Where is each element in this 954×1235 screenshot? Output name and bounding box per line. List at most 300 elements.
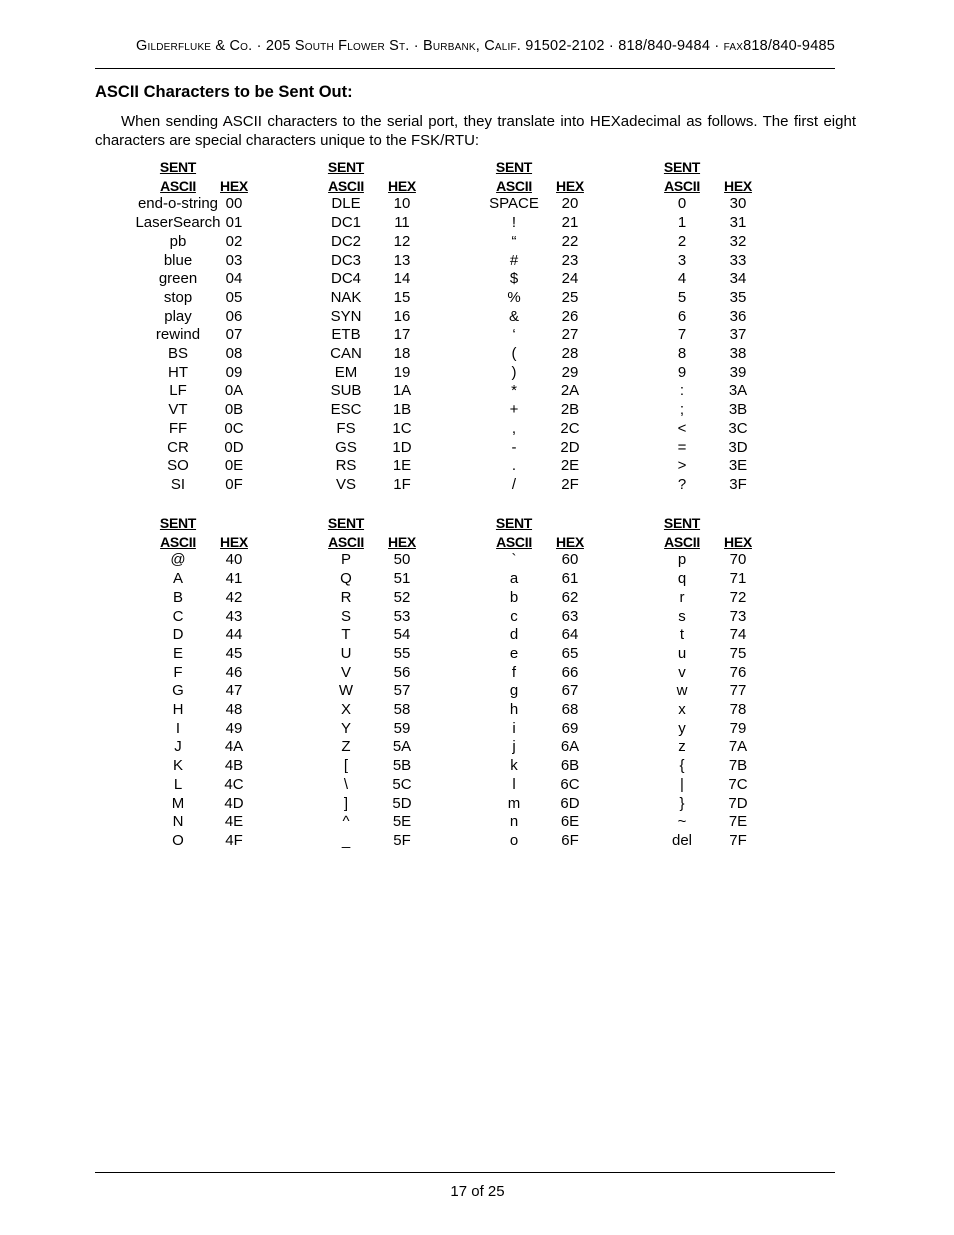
hex-value: 17 — [393, 326, 411, 344]
hex-value: 34 — [729, 270, 747, 288]
ascii-value: j — [512, 738, 516, 756]
hex-value: 54 — [393, 626, 411, 644]
ascii-value: RS — [335, 457, 357, 475]
hex-value: 46 — [225, 663, 243, 681]
ascii-value: : — [679, 382, 685, 400]
hex-value: 22 — [561, 232, 579, 250]
ascii-value: M — [171, 794, 185, 812]
hex-value: 7D — [728, 794, 748, 812]
hex-value: 44 — [225, 626, 243, 644]
hex-value: 16 — [393, 307, 411, 325]
hex-value: 6F — [561, 831, 579, 849]
ascii-value: 0 — [677, 195, 687, 213]
hex-value: 33 — [729, 251, 747, 269]
hex-value: 59 — [393, 719, 411, 737]
ascii-value: LF — [169, 382, 187, 400]
ascii-value: play — [164, 307, 192, 325]
ascii-value: e — [509, 644, 519, 662]
ascii-value: HT — [168, 363, 188, 381]
hex-value: 5A — [392, 738, 412, 756]
hex-value: 0F — [225, 475, 243, 493]
ascii-value: N — [172, 813, 184, 831]
hex-value: 26 — [561, 307, 579, 325]
header-hex: HEX — [556, 177, 584, 194]
table-row — [0, 195, 954, 214]
ascii-value: c — [510, 607, 518, 625]
header-rule — [95, 68, 835, 69]
ascii-value: del — [671, 831, 693, 849]
ascii-value: | — [680, 775, 684, 793]
hex-value: 60 — [561, 551, 579, 569]
table-row — [0, 813, 954, 832]
ascii-value: ` — [511, 551, 517, 569]
ascii-value: CAN — [330, 345, 362, 362]
hex-value: 23 — [561, 251, 579, 269]
hex-value: 24 — [561, 270, 579, 288]
header-hex: HEX — [556, 533, 584, 550]
hex-value: 73 — [729, 607, 747, 625]
hex-value: 5F — [393, 831, 411, 849]
hex-value: 02 — [225, 232, 243, 250]
header-separator: · — [256, 38, 262, 54]
header-sent: SENT — [663, 515, 701, 531]
hex-value: 0E — [224, 457, 244, 475]
ascii-value: ESC — [330, 401, 362, 419]
ascii-value: O — [172, 831, 184, 849]
table-header-row — [0, 158, 954, 177]
ascii-value: SUB — [330, 382, 362, 400]
hex-value: 21 — [561, 214, 579, 232]
ascii-value: = — [677, 438, 687, 456]
ascii-value: Y — [340, 719, 351, 737]
ascii-value: b — [509, 588, 519, 606]
hex-value: 3F — [729, 475, 747, 493]
page-header — [95, 38, 835, 54]
ascii-value: n — [509, 813, 519, 831]
header-hex: HEX — [388, 533, 416, 550]
ascii-value: SYN — [330, 307, 362, 325]
section-title: ASCII Characters to be Sent Out: — [95, 83, 353, 101]
hex-value: 2E — [560, 457, 580, 475]
hex-value: 43 — [225, 607, 243, 625]
table-row — [0, 476, 954, 495]
table-row — [0, 364, 954, 383]
hex-value: 74 — [729, 626, 747, 644]
header-sent: SENT — [327, 515, 365, 531]
ascii-value: 9 — [677, 363, 687, 381]
table-header-row — [0, 514, 954, 533]
ascii-value: [ — [343, 757, 349, 775]
ascii-value: LaserSearch — [135, 214, 221, 232]
ascii-value: GS — [335, 438, 357, 456]
hex-value: 6D — [560, 794, 580, 812]
hex-value: 50 — [393, 551, 411, 569]
hex-value: 5C — [392, 775, 412, 793]
ascii-value: “ — [511, 232, 517, 250]
ascii-value: . — [511, 457, 517, 475]
hex-value: 6A — [560, 738, 580, 756]
ascii-value: / — [511, 475, 517, 493]
ascii-value: s — [678, 607, 686, 625]
intro-paragraph: When sending ASCII characters to the serial port, they translate into HEXadecimal as follows. The first eight characters are special characters unique to the FSK/RTU: — [95, 113, 856, 149]
hex-value: 14 — [393, 270, 411, 288]
header-separator: · — [608, 38, 614, 54]
ascii-value: D — [172, 626, 184, 644]
ascii-value: ) — [511, 363, 517, 381]
hex-value: 4C — [224, 775, 244, 793]
ascii-value: # — [509, 251, 519, 269]
ascii-value: DC4 — [330, 270, 361, 288]
ascii-value: & — [508, 307, 519, 325]
hex-value: 03 — [225, 251, 243, 269]
ascii-value: Q — [340, 570, 352, 588]
table-row — [0, 551, 954, 570]
table-row — [0, 795, 954, 814]
ascii-value: p — [677, 551, 687, 569]
hex-value: 2B — [560, 401, 580, 419]
hex-value: 7C — [728, 775, 748, 793]
hex-value: 57 — [393, 682, 411, 700]
ascii-value: 1 — [677, 214, 687, 232]
ascii-value: EM — [334, 363, 358, 381]
table-row — [0, 608, 954, 627]
table-row — [0, 645, 954, 664]
header-separator: · — [413, 38, 419, 54]
hex-value: 64 — [561, 626, 579, 644]
ascii-value: K — [172, 757, 183, 775]
ascii-value: NAK — [330, 288, 362, 306]
hex-value: 29 — [561, 363, 579, 381]
table-row — [0, 776, 954, 795]
table-header-row — [0, 177, 954, 196]
table-row — [0, 439, 954, 458]
hex-value: 12 — [393, 232, 411, 250]
ascii-value: 4 — [677, 270, 687, 288]
hex-value: 78 — [729, 701, 747, 718]
ascii-value: DC3 — [330, 251, 361, 269]
header-ascii: ASCII — [160, 177, 196, 194]
table-row — [0, 326, 954, 345]
hex-value: 1E — [392, 457, 412, 475]
ascii-value: q — [677, 570, 687, 588]
hex-value: 1F — [393, 475, 411, 493]
hex-value: 19 — [393, 363, 411, 381]
hex-value: 71 — [729, 570, 747, 588]
hex-value: 47 — [225, 682, 243, 700]
hex-value: 4A — [224, 738, 244, 756]
hex-value: 10 — [393, 195, 411, 213]
ascii-value: I — [175, 719, 181, 737]
ascii-value: green — [158, 270, 198, 288]
ascii-value: rewind — [155, 326, 201, 344]
ascii-value: < — [677, 419, 687, 437]
ascii-value: ‘ — [512, 326, 516, 344]
hex-value: 3A — [728, 382, 748, 400]
hex-value: 05 — [225, 288, 243, 306]
ascii-value: 8 — [677, 345, 687, 362]
table-row — [0, 345, 954, 364]
table-row — [0, 701, 954, 720]
header-sent: SENT — [495, 515, 533, 531]
ascii-value: FF — [168, 419, 188, 437]
ascii-value: z — [678, 738, 686, 756]
ascii-value: _ — [341, 831, 351, 849]
ascii-value: - — [511, 438, 517, 456]
hex-value: 53 — [393, 607, 411, 625]
hex-value: 1A — [392, 382, 412, 400]
hex-value: 27 — [561, 326, 579, 344]
hex-value: 0C — [224, 419, 244, 437]
table-row — [0, 757, 954, 776]
ascii-value: y — [678, 719, 686, 737]
ascii-value: P — [340, 551, 351, 569]
hex-value: 39 — [729, 363, 747, 381]
header-city: Burbank, Calif. 91502-2102 — [423, 38, 605, 54]
ascii-value: 3 — [677, 251, 687, 269]
table-row — [0, 233, 954, 252]
ascii-value: X — [340, 701, 351, 718]
hex-value: 31 — [729, 214, 747, 232]
hex-value: 11 — [394, 214, 410, 232]
hex-value: 13 — [393, 251, 411, 269]
ascii-value: L — [173, 775, 183, 793]
table-row — [0, 832, 954, 851]
header-ascii: ASCII — [328, 533, 364, 550]
hex-value: 08 — [225, 345, 243, 362]
ascii-value: , — [511, 419, 517, 437]
hex-value: 3B — [728, 401, 748, 419]
hex-value: 76 — [729, 663, 747, 681]
hex-value: 5D — [392, 794, 412, 812]
ascii-value: o — [509, 831, 519, 849]
ascii-value: SO — [167, 457, 189, 475]
ascii-value: SPACE — [489, 195, 539, 213]
hex-value: 28 — [561, 345, 579, 362]
hex-value: 6E — [560, 813, 580, 831]
ascii-value: { — [679, 757, 685, 775]
ascii-value: ; — [679, 401, 685, 419]
header-hex: HEX — [724, 533, 752, 550]
ascii-value: VT — [168, 401, 188, 419]
hex-value: 5B — [392, 757, 412, 775]
hex-value: 0D — [224, 438, 244, 456]
ascii-value: SI — [170, 475, 186, 493]
hex-value: 09 — [225, 363, 243, 381]
header-hex: HEX — [388, 177, 416, 194]
hex-value: 7F — [729, 831, 747, 849]
hex-value: 6C — [560, 775, 580, 793]
ascii-value: 2 — [677, 232, 687, 250]
hex-value: 18 — [393, 345, 411, 362]
hex-value: 7E — [728, 813, 748, 831]
hex-value: 2F — [561, 475, 579, 493]
hex-value: 4D — [224, 794, 244, 812]
ascii-value: ] — [343, 794, 349, 812]
header-hex: HEX — [220, 177, 248, 194]
ascii-value: 5 — [677, 288, 687, 306]
hex-value: 30 — [729, 195, 747, 213]
ascii-value: l — [512, 775, 516, 793]
ascii-value: pb — [169, 232, 187, 250]
ascii-value: V — [340, 663, 351, 681]
hex-value: 49 — [225, 719, 243, 737]
table-row — [0, 589, 954, 608]
hex-value: 15 — [393, 288, 411, 306]
ascii-value: blue — [163, 251, 193, 269]
hex-value: 67 — [561, 682, 579, 700]
ascii-value: E — [172, 644, 183, 662]
hex-value: 56 — [393, 663, 411, 681]
ascii-value: * — [511, 382, 517, 400]
ascii-value: ~ — [677, 813, 687, 831]
ascii-value: F — [173, 663, 183, 681]
hex-value: 61 — [561, 570, 579, 588]
ascii-value: } — [679, 794, 685, 812]
hex-value: 2D — [560, 438, 580, 456]
header-fax: 818/840-9485 — [743, 38, 835, 54]
hex-value: 45 — [225, 644, 243, 662]
hex-value: 07 — [225, 326, 243, 344]
ascii-value: S — [340, 607, 351, 625]
hex-value: 01 — [225, 214, 243, 232]
ascii-value: u — [677, 644, 687, 662]
hex-value: 3D — [728, 438, 748, 456]
hex-value: 6B — [560, 757, 580, 775]
header-sent: SENT — [327, 159, 365, 175]
ascii-value: J — [174, 738, 182, 756]
hex-value: 7A — [728, 738, 748, 756]
hex-value: 4B — [224, 757, 244, 775]
ascii-value: W — [338, 682, 354, 700]
ascii-value: 6 — [677, 307, 687, 325]
ascii-value: t — [679, 626, 685, 644]
table-row — [0, 682, 954, 701]
header-ascii: ASCII — [160, 533, 196, 550]
header-ascii: ASCII — [664, 533, 700, 550]
table-row — [0, 626, 954, 645]
ascii-value: U — [340, 644, 352, 662]
hex-value: 1C — [392, 419, 412, 437]
hex-value: 06 — [225, 307, 243, 325]
hex-value: 37 — [729, 326, 747, 344]
hex-value: 35 — [729, 288, 747, 306]
header-phone: 818/840-9484 — [618, 38, 711, 54]
hex-value: 2A — [560, 382, 580, 400]
table-row — [0, 664, 954, 683]
ascii-value: % — [507, 288, 521, 306]
hex-value: 79 — [729, 719, 747, 737]
hex-value: 7B — [728, 757, 748, 775]
ascii-value: v — [678, 663, 686, 681]
header-company: Gilderfluke & Co. — [136, 38, 253, 54]
header-fax-label: fax — [723, 38, 744, 54]
hex-value: 25 — [561, 288, 579, 306]
hex-value: 5E — [392, 813, 412, 831]
table-row — [0, 214, 954, 233]
hex-value: 3C — [728, 419, 748, 437]
ascii-value: DC2 — [330, 232, 361, 250]
hex-value: 4F — [225, 831, 243, 849]
ascii-value: a — [509, 570, 519, 588]
header-ascii: ASCII — [496, 177, 532, 194]
hex-value: 1D — [392, 438, 412, 456]
header-street: 205 South Flower St. — [265, 38, 410, 54]
header-sent: SENT — [495, 159, 533, 175]
hex-value: 20 — [561, 195, 579, 213]
header-separator: · — [714, 38, 720, 54]
hex-value: 4E — [224, 813, 244, 831]
ascii-value: h — [509, 701, 519, 718]
table-row — [0, 252, 954, 271]
ascii-value: $ — [509, 270, 519, 288]
ascii-value: B — [172, 588, 183, 606]
hex-value: 70 — [729, 551, 747, 569]
hex-value: 0B — [224, 401, 244, 419]
table-header-row — [0, 533, 954, 552]
ascii-value: f — [511, 663, 517, 681]
hex-value: 38 — [729, 345, 747, 362]
header-sent: SENT — [159, 159, 197, 175]
hex-value: 51 — [393, 570, 411, 588]
ascii-value: DC1 — [330, 214, 361, 232]
hex-value: 40 — [225, 551, 243, 569]
hex-value: 65 — [561, 644, 579, 662]
ascii-value: x — [678, 701, 686, 718]
ascii-value: end-o-string — [137, 195, 219, 213]
hex-value: 41 — [225, 570, 243, 588]
hex-value: 42 — [225, 588, 243, 606]
hex-value: 75 — [729, 644, 747, 662]
hex-value: 36 — [729, 307, 747, 325]
ascii-value: k — [510, 757, 518, 775]
ascii-value: VS — [335, 475, 356, 493]
hex-value: 72 — [729, 588, 747, 606]
header-ascii: ASCII — [328, 177, 364, 194]
ascii-value: + — [509, 401, 519, 419]
hex-value: 58 — [393, 701, 411, 718]
footer-rule — [95, 1172, 835, 1173]
ascii-value: C — [172, 607, 184, 625]
hex-value: 66 — [561, 663, 579, 681]
hex-value: 0A — [224, 382, 244, 400]
ascii-value: d — [509, 626, 519, 644]
table-row — [0, 382, 954, 401]
ascii-value: G — [172, 682, 184, 700]
ascii-value: i — [512, 719, 516, 737]
ascii-value: ( — [511, 345, 517, 362]
hex-value: 52 — [393, 588, 411, 606]
hex-value: 69 — [561, 719, 579, 737]
ascii-value: > — [677, 457, 687, 475]
hex-value: 3E — [728, 457, 748, 475]
ascii-value: ^ — [342, 813, 350, 831]
table-row — [0, 420, 954, 439]
hex-value: 2C — [560, 419, 580, 437]
ascii-value: Z — [341, 738, 351, 756]
ascii-value: g — [509, 682, 519, 700]
table-row — [0, 720, 954, 739]
table-row — [0, 457, 954, 476]
table-row — [0, 289, 954, 308]
hex-value: 77 — [729, 682, 747, 700]
table-row — [0, 401, 954, 420]
header-hex: HEX — [220, 533, 248, 550]
ascii-value: T — [341, 626, 351, 644]
ascii-value: FS — [336, 419, 356, 437]
ascii-value: ! — [511, 214, 517, 232]
hex-value: 63 — [561, 607, 579, 625]
table-row — [0, 738, 954, 757]
